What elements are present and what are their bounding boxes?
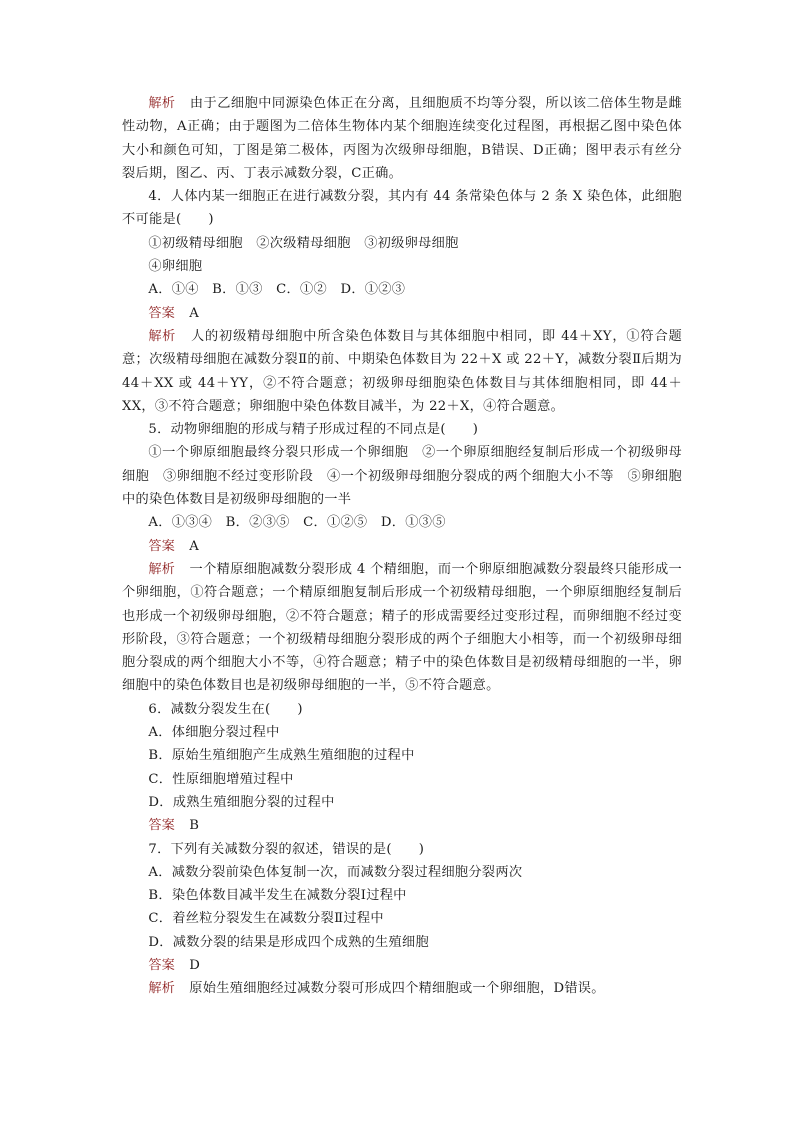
explanation-label: 解析 <box>148 328 176 344</box>
question-7-option-d: D．减数分裂的结果是形成四个成熟的生殖细胞 <box>148 934 430 950</box>
question-6-option-b: B．原始生殖细胞产生成熟生殖细胞的过程中 <box>148 748 415 764</box>
answer-label: 答案 <box>148 818 175 834</box>
answer-q6 <box>122 814 682 837</box>
explanation-text: 由于乙细胞中同源染色体正在分离，且细胞质不均等分裂，所以该二倍体生物是雌性动物，A正确；由于题图为二倍体生物体内某个细胞连续变化过程图，再根据乙图中染色体大小和颜色可知，丁图是第二极体，丙图为次级卵母细胞，B错误、D正确；图甲表示有丝分裂后期，图乙、丙、丁表示减数分裂，C正确。 <box>122 96 683 181</box>
explanation-text: 人的初级精母细胞中所含染色体数目与其体细胞中相同，即 44＋XY，①符合题意；次级精母细胞在减数分裂Ⅱ的前、中期染色体数目为 22＋X 或 22＋Y，减数分裂Ⅱ后期为 44＋XX 或 44＋YY，②不符合题意；初级卵母细胞染色体数目与其体细胞相同，即 44＋XX，③不符合题意；卵细胞中染色体数目减半，为 22＋X，④符合题意。 <box>122 328 683 414</box>
answer-value: A <box>189 538 200 554</box>
question-5-items: ①一个卵原细胞最终分裂只形成一个卵细胞 ②一个卵原细胞经复制后形成一个初级卵母细胞 ③卵细胞不经过变形阶段 ④一个初级卵母细胞分裂成的两个细胞大小不等 ⑤卵细胞中的染色体数目是初级卵母细胞的一半 <box>122 445 682 508</box>
explanation-q3 <box>122 92 682 185</box>
question-7-option-a: A．减数分裂前染色体复制一次，而减数分裂过程细胞分裂两次 <box>148 864 523 880</box>
answer-value: D <box>189 957 201 973</box>
answer-q4 <box>122 302 682 325</box>
answer-label: 答案 <box>148 305 175 321</box>
explanation-label: 解析 <box>148 981 175 997</box>
explanation-q4 <box>122 325 682 418</box>
answer-q5 <box>122 535 682 558</box>
document-page <box>122 92 682 1001</box>
question-7: 7．下列有关减数分裂的叙述，错误的是( ) <box>148 841 425 857</box>
question-6-option-d: D．成熟生殖细胞分裂的过程中 <box>148 794 335 810</box>
question-7-option-b: B．染色体数目减半发生在减数分裂Ⅰ过程中 <box>148 888 407 904</box>
answer-value: B <box>189 818 200 834</box>
explanation-q7 <box>122 977 682 1000</box>
answer-label: 答案 <box>148 538 175 554</box>
explanation-text: 原始生殖细胞经过减数分裂可形成四个精细胞或一个卵细胞，D错误。 <box>189 981 605 997</box>
explanation-q5 <box>122 558 682 698</box>
explanation-text: 一个精原细胞减数分裂形成 4 个精细胞，而一个卵原细胞减数分裂最终只能形成一个卵细胞，①符合题意；一个精原细胞复制后形成一个初级精母细胞，一个卵原细胞经复制后也形成一个初级卵母细胞，②不符合题意；精子的形成需要经过变形过程，而卵细胞不经过变形阶段，③符合题意；一个初级精母细胞分裂形成的两个子细胞大小相等，而一个初级卵母细胞分裂成的两个细胞大小不等，④符合题意；精子中的染色体数目是初级精母细胞的一半，卵细胞中的染色体数目也是初级卵母细胞的一半，⑤不符合题意。 <box>122 561 683 694</box>
question-4-items: ①初级精母细胞 ②次级精母细胞 ③初级卵母细胞 <box>148 235 459 251</box>
question-6: 6．减数分裂发生在( ) <box>148 701 303 717</box>
question-4: 4．人体内某一细胞正在进行减数分裂，其内有 44 条常染色体与 2 条 X 染色体，此细胞不可能是( ) <box>122 189 682 228</box>
answer-q7 <box>122 954 682 977</box>
question-4-items-2: ④卵细胞 <box>148 259 203 275</box>
explanation-label: 解析 <box>148 561 175 577</box>
explanation-label: 解析 <box>148 96 176 111</box>
answer-value: A <box>189 305 200 321</box>
question-6-option-c: C．性原细胞增殖过程中 <box>148 771 294 787</box>
question-4-options: A．①④ B．①③ C．①② D．①②③ <box>148 282 406 298</box>
question-6-option-a: A．体细胞分裂过程中 <box>148 725 280 741</box>
question-7-option-c: C．着丝粒分裂发生在减数分裂Ⅱ过程中 <box>148 911 384 927</box>
question-5-options: A．①③④ B．②③⑤ C．①②⑤ D．①③⑤ <box>148 515 446 531</box>
answer-label: 答案 <box>148 957 175 973</box>
question-5: 5．动物卵细胞的形成与精子形成过程的不同点是( ) <box>148 422 479 438</box>
